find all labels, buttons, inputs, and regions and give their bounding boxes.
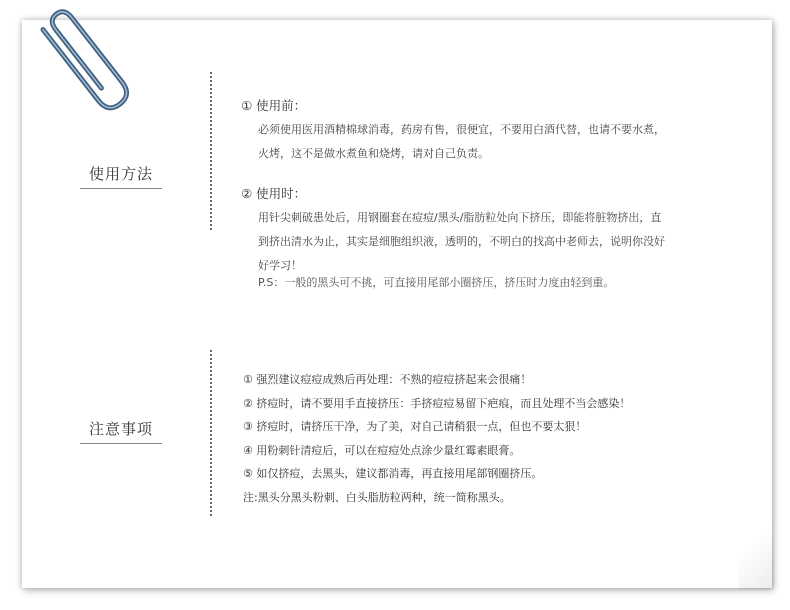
list-item: ② 挤痘时，请不要用手直接挤压：手挤痘痘易留下疤痕，而且处理不当会感染！ [243, 396, 631, 410]
notes-list [243, 368, 630, 509]
paperclip-icon [30, 0, 140, 118]
section-divider-top [210, 72, 212, 230]
step2-heading: ② 使用时： [241, 186, 307, 201]
page-curl-shadow [738, 510, 774, 590]
section-title-usage: 使用方法 [80, 163, 162, 189]
text-line: 好学习！ [258, 259, 302, 272]
title-underline [80, 188, 162, 189]
section-title-notes: 注意事项 [80, 418, 162, 444]
list-item: ⑤ 如仅挤痘，去黑头，建议都消毒，再直接用尾部钢圈挤压。 [243, 467, 543, 480]
list-item: ④ 用粉刺针清痘后，可以在痘痘处点涂少量红霉素眼膏。 [243, 443, 521, 457]
list-item: ① 强烈建议痘痘成熟后再处理：不熟的痘痘挤起来会很痛！ [243, 373, 532, 386]
list-item: 注:黑头分黑头粉刺、白头脂肪粒两种，统一简称黑头。 [243, 490, 511, 504]
list-item: ③ 挤痘时，请挤压干净，为了美，对自己请稍狠一点，但也不要太狠！ [243, 420, 587, 433]
text-line: 火烤，这不是做水煮鱼和烧烤，请对自己负责。 [258, 147, 489, 160]
step1-heading: ① 使用前： [241, 98, 307, 113]
step1-paragraph [258, 118, 698, 166]
text-line: 到挤出清水为止，其实是细胞组织液，透明的，不明白的找高中老师去，说明你没好 [258, 235, 665, 248]
text-line: 用针尖刺破患处后，用钢圈套在痘痘/黑头/脂肪粒处向下挤压，即能将脏物挤出，直 [258, 211, 662, 224]
text-line: 必须使用医用酒精棉球消毒，药房有售，很便宜，不要用白酒代替，也请不要水煮， [258, 123, 665, 136]
step2-paragraph [258, 206, 698, 278]
section-divider-bottom [210, 350, 212, 516]
title-underline [80, 443, 162, 444]
ps-note: P.S：一般的黑头可不挑，可直接用尾部小圈挤压，挤压时力度由轻到重。 [258, 276, 615, 289]
